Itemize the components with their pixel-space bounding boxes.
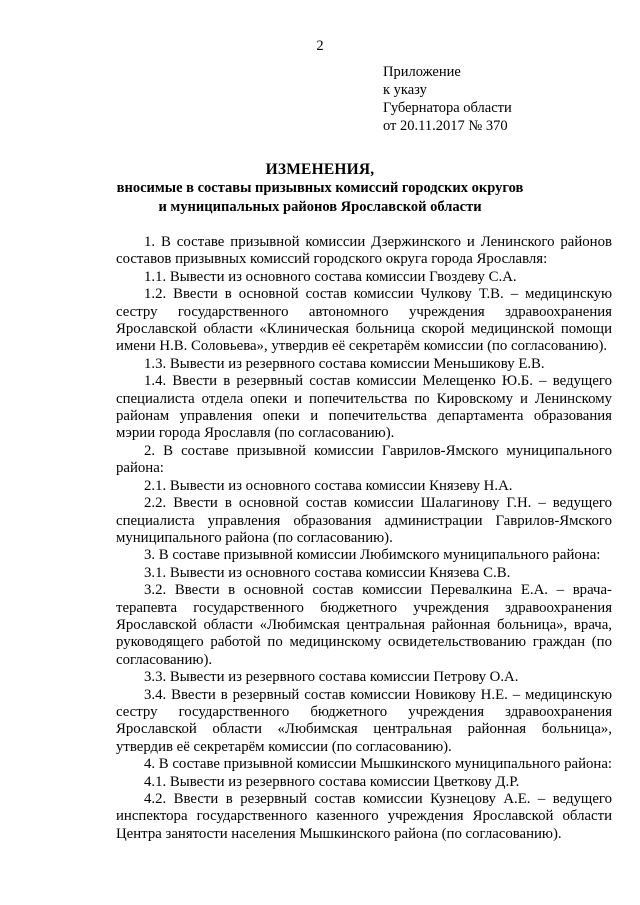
- paragraph-item: 1.3. Вывести из резервного состава комиссии Меньшикову Е.В.: [144, 355, 545, 372]
- paragraph-item: 1. В составе призывной комиссии Дзержинского и Ленинского районов составов призывных комиссий городского округа города Ярославля:: [116, 234, 612, 268]
- paragraph-item: 3. В составе призывной комиссии Любимского муниципального района:: [144, 547, 601, 564]
- document-subtitle-line: и муниципальных районов Ярославской области: [158, 199, 482, 215]
- paragraph-item: 4. В составе призывной комиссии Мышкинского муниципального района:: [144, 756, 613, 773]
- paragraph-item: 1.1. Вывести из основного состава комиссии Гвоздеву С.А.: [144, 268, 517, 285]
- paragraph-item: 1.2. Ввести в основной состав комиссии Чулкову Т.В. – медицинскую сестру государственного автономного учреждения здравоохранения Ярославской области «Клиническая больница скорой медицинской помощи имени Н.В. Соловьева», утвердив её секретарём комиссии (по согласованию).: [116, 286, 612, 355]
- approval-line: Приложение: [383, 64, 461, 80]
- document-subtitle-line: вносимые в составы призывных комиссий городских округов: [116, 180, 524, 196]
- document-title: ИЗМЕНЕНИЯ,: [265, 161, 375, 178]
- approval-line: к указу: [383, 82, 427, 98]
- approval-line: от 20.11.2017 № 370: [383, 118, 508, 134]
- paragraph-item: 2.1. Вывести из основного состава комиссии Князеву Н.А.: [144, 477, 513, 494]
- paragraph-item: 3.3. Вывести из резервного состава комиссии Петрову О.А.: [144, 669, 519, 686]
- approval-block: [383, 63, 512, 135]
- paragraph-item: 3.4. Ввести в резервный состав комиссии Новикову Н.Е. – медицинскую сестру государственного бюджетного учреждения здравоохранения Ярославской области «Любимская центральная районная больница», утвердив её секретарём комиссии (по согласованию).: [116, 686, 612, 755]
- paragraph-item: 1.4. Ввести в резервный состав комиссии Мелещенко Ю.Б. – ведущего специалиста отдела опеки и попечительства по Кировскому и Ленинскому районам управления опеки и попечительства департамента образования мэрии города Ярославля (по согласованию).: [116, 373, 612, 442]
- document-heading: [0, 160, 640, 217]
- approval-line: Губернатора области: [383, 100, 512, 116]
- paragraph-item: 2. В составе призывной комиссии Гаврилов-Ямского муниципального района:: [116, 442, 612, 477]
- document-body: [116, 234, 612, 843]
- paragraph-item: 4.1. Вывести из резервного состава комиссии Цветкову Д.Р.: [144, 773, 520, 790]
- paragraph-item: 4.2. Ввести в резервный состав комиссии Кузнецову А.Е. – ведущего инспектора государственного казенного учреждения Ярославской области Центра занятости населения Мышкинского района (по согласованию).: [116, 791, 612, 842]
- paragraph-item: 3.2. Ввести в основной состав комиссии Перевалкина Е.А. – врача-терапевта государственного бюджетного учреждения здравоохранения Ярославской области «Любимская центральная районная больница», врача, руководящего работой по медицинскому освидетельствованию граждан (по согласованию).: [116, 582, 612, 668]
- paragraph-item: 2.2. Ввести в основной состав комиссии Шалагинову Г.Н. – ведущего специалиста управления образования администрации Гаврилов-Ямского муниципального района (по согласованию).: [116, 495, 612, 546]
- page-number: 2: [316, 38, 324, 54]
- paragraph-item: 3.1. Вывести из основного состава комиссии Князева С.В.: [144, 564, 511, 581]
